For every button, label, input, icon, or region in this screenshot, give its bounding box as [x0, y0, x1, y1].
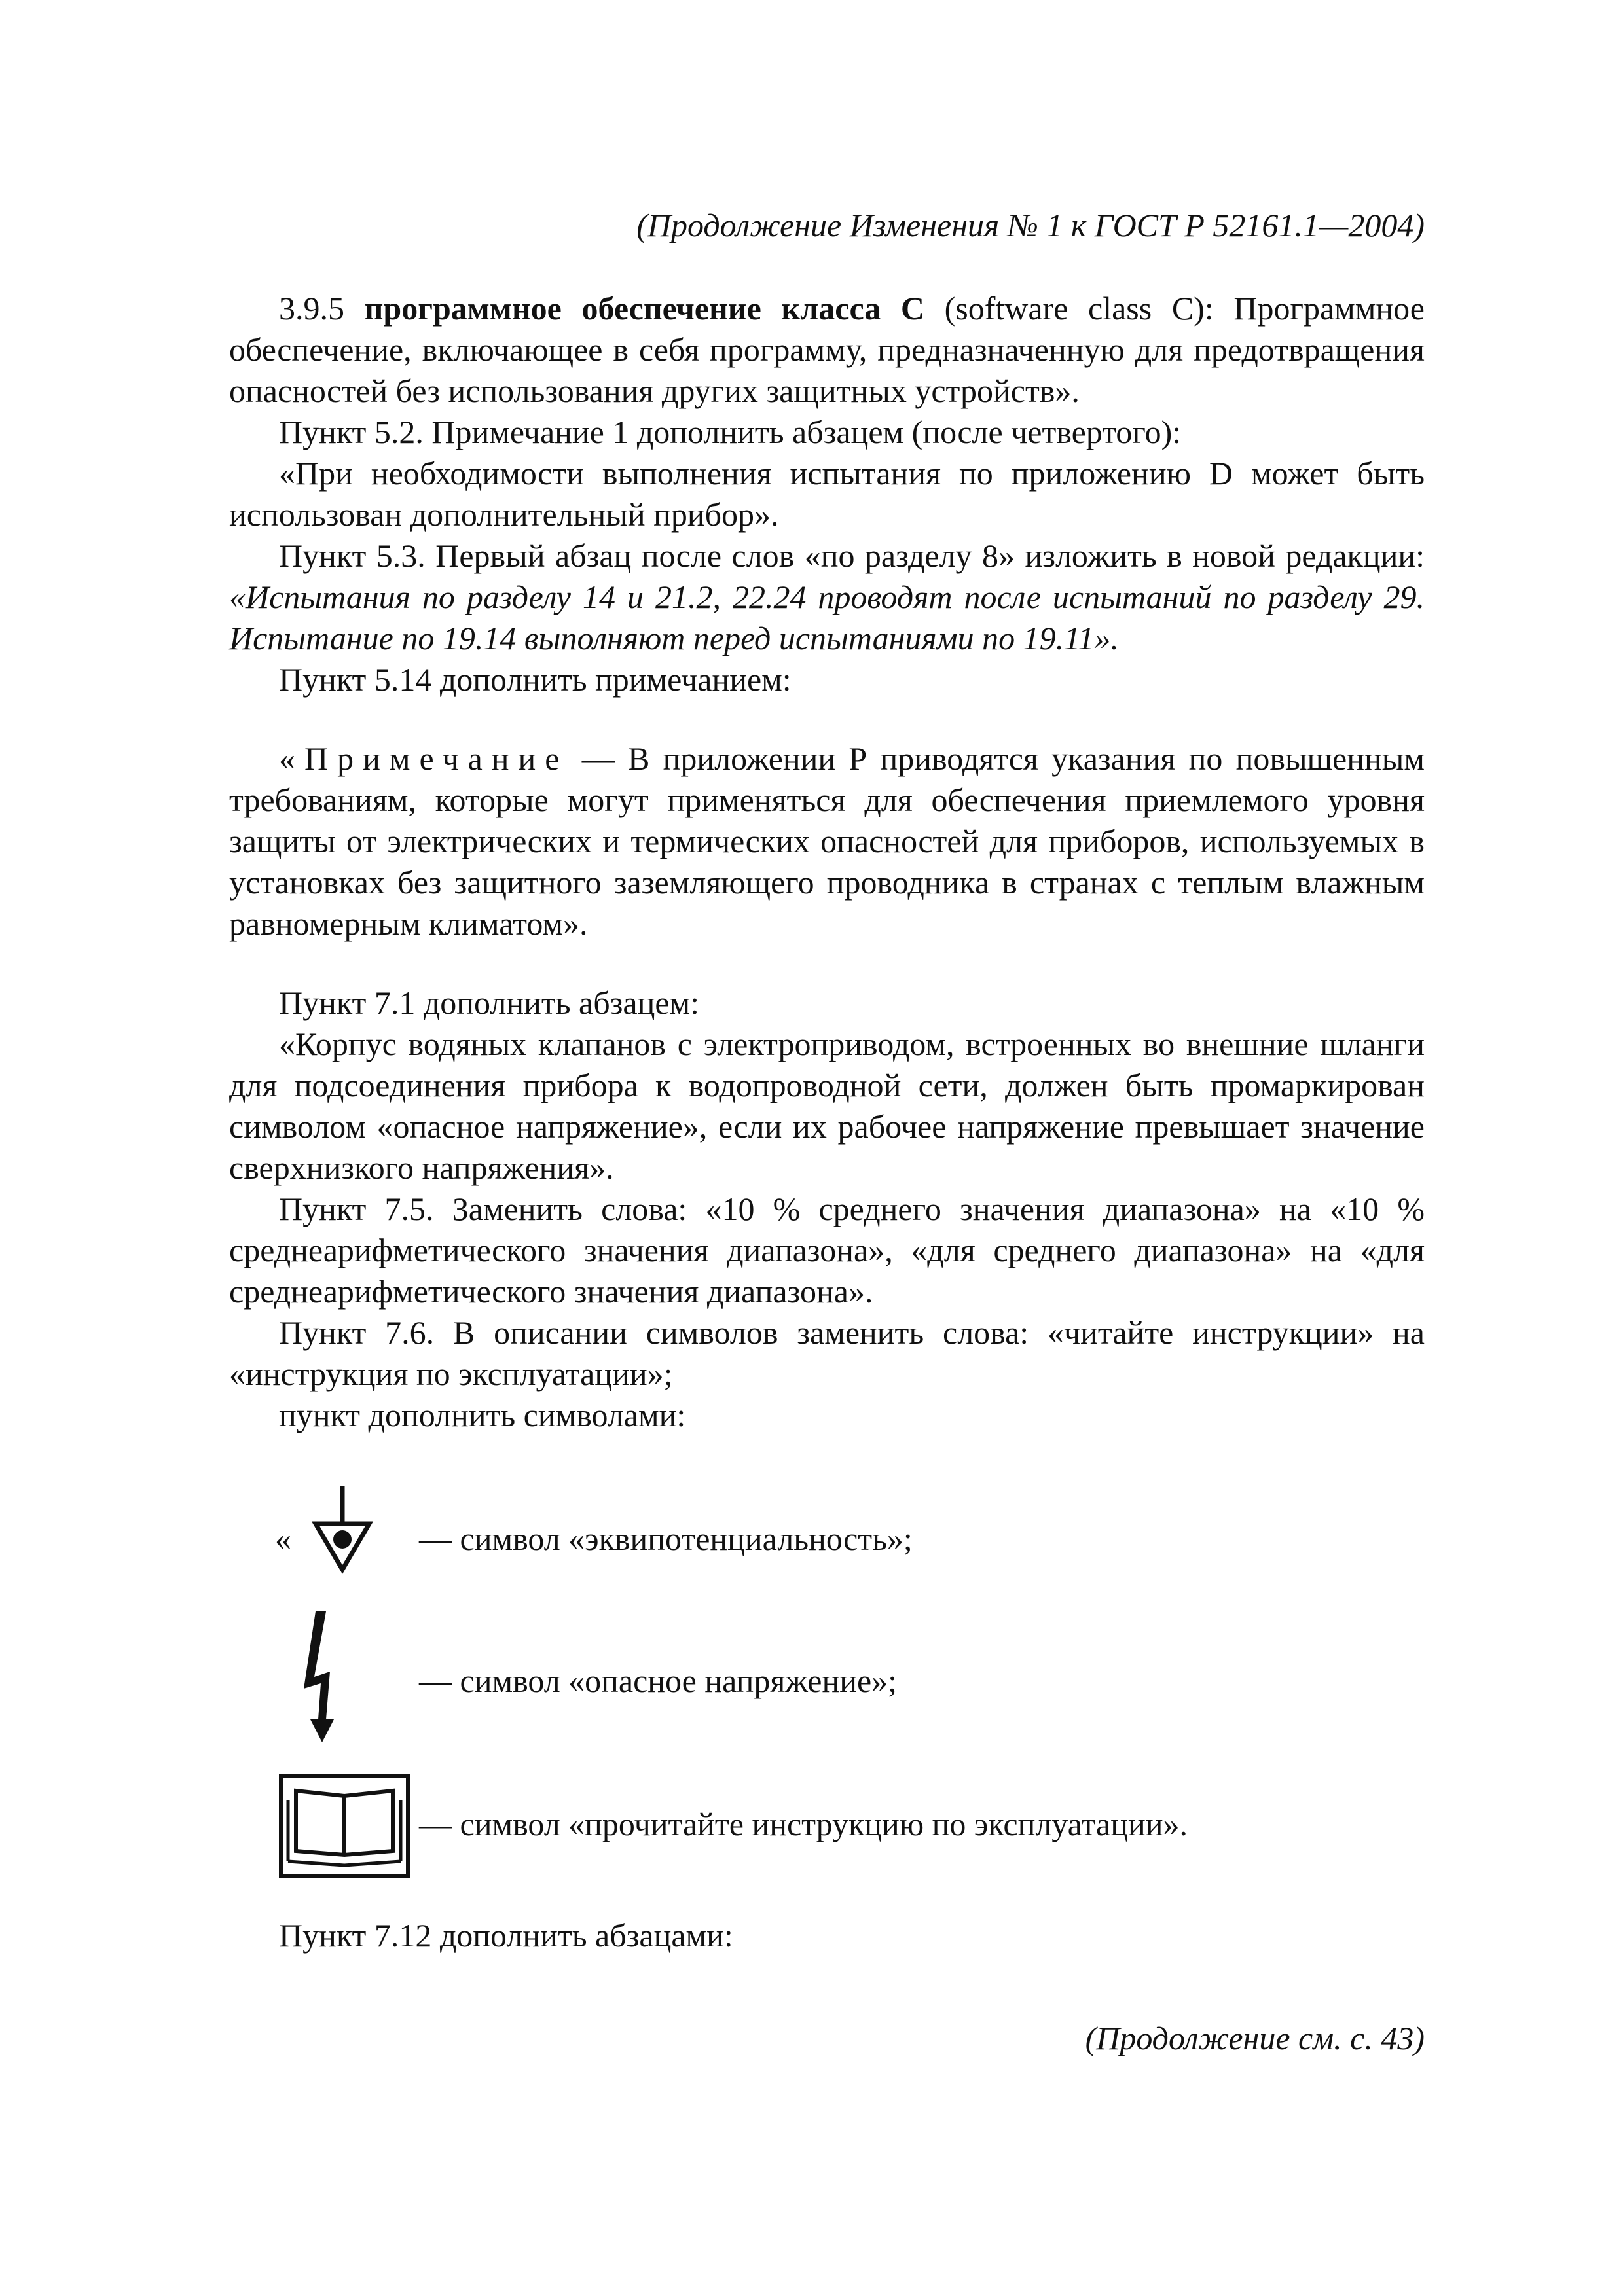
- spacer: [229, 944, 1425, 982]
- manual-caption: — символ «прочитайте инструкцию по эксплуатации».: [419, 1806, 1188, 1842]
- note-text: — В приложении Р приводятся указания по повышенным требованиям, которые могут применяться для обеспечения приемлемого уровня защиты от электрических и термических опасностей для приборов, используемых в установках без защитного заземляющего проводника в странах с теплым влажным равномерным климатом».: [229, 740, 1425, 942]
- paragraph-5-2: Пункт 5.2. Примечание 1 дополнить абзацем (после четвертого):: [279, 414, 1182, 450]
- symbol-row-manual: [229, 1774, 1425, 1905]
- document-page: [229, 0, 1425, 2296]
- paragraph-5-2-text: «При необходимости выполнения испытания по приложению D может быть использован дополнительный прибор».: [229, 455, 1425, 533]
- equipotential-icon: [306, 1486, 378, 1584]
- voltage-caption: — символ «опасное напряжение»;: [419, 1662, 898, 1699]
- equipotential-caption: — символ «эквипотенциальность»;: [419, 1520, 913, 1557]
- spacer: [229, 700, 1425, 738]
- document-body: [229, 288, 1425, 1436]
- note-paragraph: [229, 738, 1425, 944]
- page-header: (Продолжение Изменения № 1 к ГОСТ Р 52161.1—2004): [636, 207, 1425, 243]
- term-definition: (software class С): Программное обеспечение, включающее в себя программу, предназначенную для предотвращения опасностей без использования других защитных устройств».: [229, 290, 1425, 409]
- symbol-row-voltage: [229, 1611, 1425, 1742]
- paragraph-7-6-addition: пункт дополнить символами:: [279, 1397, 686, 1433]
- paragraph-5-3-italic: «Испытания по разделу 14 и 21.2, 22.24 проводят после испытаний по разделу 29. Испытание по 19.14 выполняют перед испытаниями по 19.11».: [229, 579, 1425, 656]
- paragraph-5-3: [229, 535, 1425, 659]
- book-icon: [279, 1774, 410, 1878]
- paragraph-3-9-5: [229, 288, 1425, 412]
- paragraph-7-1-text: «Корпус водяных клапанов с электроприводом, встроенных во внешние шланги для подсоединения прибора к водопроводной сети, должен быть промаркирован символом «опасное напряжение», если их рабочее напряжение превышает значение сверхнизкого напряжения».: [229, 1026, 1425, 1186]
- paragraph-7-6: Пункт 7.6. В описании символов заменить слова: «читайте инструкции» на «инструкция по эксплуатации»;: [229, 1314, 1425, 1392]
- paragraph-7-1: Пункт 7.1 дополнить абзацем:: [279, 984, 700, 1021]
- term-bold: программное обеспечение класса С: [364, 290, 924, 327]
- paragraph-5-3-intro: Пункт 5.3. Первый абзац после слов «по разделу 8» изложить в новой редакции:: [279, 537, 1425, 574]
- page-footer: (Продолжение см. с. 43): [1085, 2020, 1425, 2056]
- paragraph-7-5: Пункт 7.5. Заменить слова: «10 % среднего значения диапазона» на «10 % среднеарифметического значения диапазона», «для среднего диапазона» на «для среднеарифметического значения диапазона».: [229, 1191, 1425, 1310]
- lightning-icon: [295, 1611, 354, 1742]
- paragraph-5-14: Пункт 5.14 дополнить примечанием:: [279, 661, 792, 698]
- open-quote: «: [275, 1520, 291, 1557]
- paragraph-7-12: Пункт 7.12 дополнить абзацами:: [279, 1917, 733, 1954]
- symbol-row-equipotential: [229, 1486, 1425, 1617]
- clause-number: 3.9.5: [279, 290, 344, 327]
- note-label: «Примечание: [279, 740, 569, 777]
